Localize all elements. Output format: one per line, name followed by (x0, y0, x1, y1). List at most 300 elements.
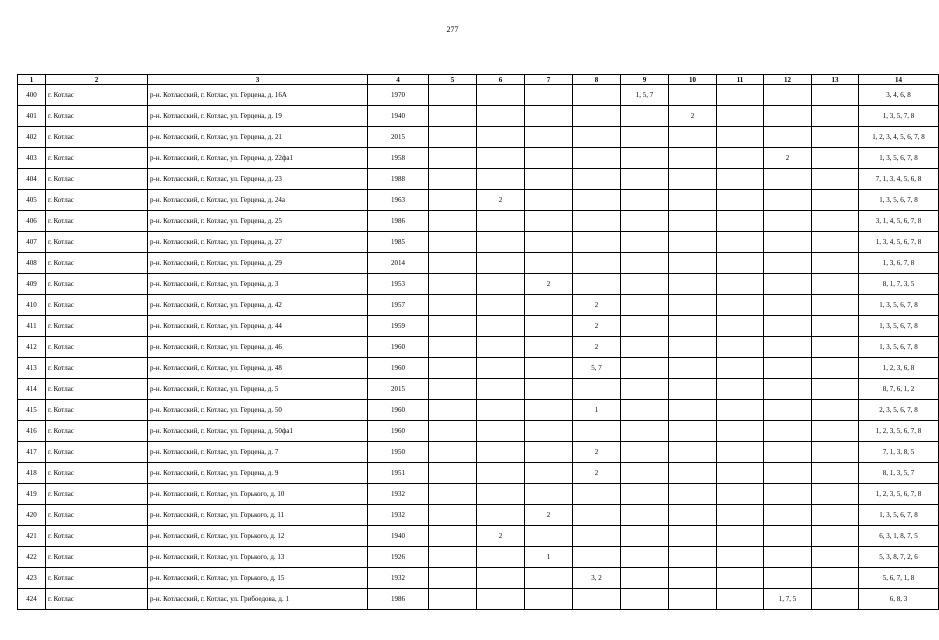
col-14-cell: 6, 8, 3 (859, 589, 939, 610)
col-7-cell (525, 253, 573, 274)
col-5-cell (429, 295, 477, 316)
col-6-cell (477, 421, 525, 442)
col-9-cell (621, 568, 669, 589)
address-cell: р-н. Котласский, г. Котлас, ул. Герцена, д. 50 (148, 400, 368, 421)
col-14-cell: 5, 3, 8, 7, 2, 6 (859, 547, 939, 568)
build-year-cell: 2014 (368, 253, 429, 274)
col-9-cell (621, 316, 669, 337)
col-5-cell (429, 442, 477, 463)
col-5-cell (429, 379, 477, 400)
col-9-cell (621, 190, 669, 211)
col-14-cell: 5, 6, 7, 1, 8 (859, 568, 939, 589)
col-11-cell (717, 547, 764, 568)
col-12-cell (764, 295, 812, 316)
settlement-cell: г. Котлас (46, 379, 148, 400)
col-11-cell (717, 337, 764, 358)
column-header: 10 (669, 75, 717, 85)
col-12-cell: 2 (764, 148, 812, 169)
table-row (18, 316, 939, 337)
row-number-cell: 403 (18, 148, 46, 169)
col-10-cell (669, 589, 717, 610)
col-13-cell (812, 358, 859, 379)
table-row (18, 379, 939, 400)
table-row (18, 526, 939, 547)
col-6-cell (477, 547, 525, 568)
address-cell: р-н. Котласский, г. Котлас, ул. Герцена, д. 9 (148, 463, 368, 484)
col-14-cell: 3, 4, 6, 8 (859, 85, 939, 106)
col-5-cell (429, 127, 477, 148)
row-number-cell: 402 (18, 127, 46, 148)
col-6-cell (477, 127, 525, 148)
row-number-cell: 410 (18, 295, 46, 316)
col-12-cell (764, 106, 812, 127)
col-10-cell (669, 547, 717, 568)
col-14-cell: 1, 3, 5, 6, 7, 8 (859, 295, 939, 316)
column-header: 14 (859, 75, 939, 85)
row-number-cell: 419 (18, 484, 46, 505)
col-5-cell (429, 148, 477, 169)
col-11-cell (717, 148, 764, 169)
col-8-cell (573, 127, 621, 148)
col-8-cell (573, 274, 621, 295)
col-13-cell (812, 316, 859, 337)
column-header: 5 (429, 75, 477, 85)
col-9-cell: 1, 5, 7 (621, 85, 669, 106)
col-9-cell (621, 421, 669, 442)
address-cell: р-н. Котласский, г. Котлас, ул. Герцена, д. 48 (148, 358, 368, 379)
column-header: 12 (764, 75, 812, 85)
col-14-cell: 1, 3, 5, 6, 7, 8 (859, 316, 939, 337)
col-8-cell: 2 (573, 442, 621, 463)
col-10-cell (669, 127, 717, 148)
col-8-cell (573, 484, 621, 505)
row-number-cell: 406 (18, 211, 46, 232)
col-11-cell (717, 442, 764, 463)
col-12-cell (764, 253, 812, 274)
settlement-cell: г. Котлас (46, 148, 148, 169)
address-cell: р-н. Котласский, г. Котлас, ул. Горького, д. 13 (148, 547, 368, 568)
col-10-cell (669, 232, 717, 253)
col-7-cell (525, 421, 573, 442)
col-8-cell (573, 148, 621, 169)
col-11-cell (717, 232, 764, 253)
col-12-cell (764, 274, 812, 295)
col-7-cell (525, 85, 573, 106)
col-10-cell (669, 442, 717, 463)
col-10-cell (669, 358, 717, 379)
col-6-cell (477, 400, 525, 421)
col-14-cell: 3, 1, 4, 5, 6, 7, 8 (859, 211, 939, 232)
col-9-cell (621, 379, 669, 400)
col-11-cell (717, 85, 764, 106)
row-number-cell: 414 (18, 379, 46, 400)
col-5-cell (429, 463, 477, 484)
col-14-cell: 1, 3, 6, 7, 8 (859, 253, 939, 274)
build-year-cell: 2015 (368, 127, 429, 148)
col-9-cell (621, 274, 669, 295)
col-8-cell (573, 85, 621, 106)
col-10-cell (669, 337, 717, 358)
col-11-cell (717, 211, 764, 232)
col-6-cell (477, 505, 525, 526)
table-row (18, 484, 939, 505)
row-number-cell: 418 (18, 463, 46, 484)
col-13-cell (812, 400, 859, 421)
address-cell: р-н. Котласский, г. Котлас, ул. Горького, д. 11 (148, 505, 368, 526)
col-6-cell (477, 232, 525, 253)
col-7-cell (525, 526, 573, 547)
col-12-cell (764, 400, 812, 421)
col-14-cell: 1, 2, 3, 6, 8 (859, 358, 939, 379)
table-row (18, 232, 939, 253)
col-10-cell (669, 190, 717, 211)
row-number-cell: 407 (18, 232, 46, 253)
col-13-cell (812, 589, 859, 610)
column-header: 6 (477, 75, 525, 85)
address-cell: р-н. Котласский, г. Котлас, ул. Герцена, д. 3 (148, 274, 368, 295)
col-14-cell: 1, 3, 4, 5, 6, 7, 8 (859, 232, 939, 253)
col-7-cell (525, 211, 573, 232)
col-8-cell (573, 106, 621, 127)
col-13-cell (812, 127, 859, 148)
column-header: 13 (812, 75, 859, 85)
settlement-cell: г. Котлас (46, 169, 148, 190)
col-8-cell: 2 (573, 463, 621, 484)
col-13-cell (812, 169, 859, 190)
col-9-cell (621, 337, 669, 358)
col-6-cell (477, 169, 525, 190)
settlement-cell: г. Котлас (46, 190, 148, 211)
col-13-cell (812, 421, 859, 442)
col-14-cell: 1, 2, 3, 5, 6, 7, 8 (859, 484, 939, 505)
col-6-cell (477, 85, 525, 106)
col-11-cell (717, 316, 764, 337)
col-12-cell (764, 232, 812, 253)
col-7-cell (525, 169, 573, 190)
col-5-cell (429, 253, 477, 274)
col-14-cell: 1, 3, 5, 6, 7, 8 (859, 505, 939, 526)
col-7-cell: 1 (525, 547, 573, 568)
col-7-cell (525, 316, 573, 337)
settlement-cell: г. Котлас (46, 505, 148, 526)
col-8-cell: 1 (573, 400, 621, 421)
col-5-cell (429, 505, 477, 526)
settlement-cell: г. Котлас (46, 316, 148, 337)
col-10-cell (669, 568, 717, 589)
col-12-cell (764, 190, 812, 211)
col-8-cell: 2 (573, 316, 621, 337)
address-cell: р-н. Котласский, г. Котлас, ул. Герцена, д. 22фа1 (148, 148, 368, 169)
settlement-cell: г. Котлас (46, 337, 148, 358)
row-number-cell: 411 (18, 316, 46, 337)
col-9-cell (621, 358, 669, 379)
col-11-cell (717, 169, 764, 190)
col-6-cell (477, 295, 525, 316)
col-8-cell: 2 (573, 295, 621, 316)
address-cell: р-н. Котласский, г. Котлас, ул. Герцена, д. 29 (148, 253, 368, 274)
settlement-cell: г. Котлас (46, 442, 148, 463)
table-row (18, 253, 939, 274)
col-9-cell (621, 127, 669, 148)
table-row (18, 106, 939, 127)
header-row (18, 75, 939, 85)
col-6-cell: 2 (477, 190, 525, 211)
col-7-cell: 2 (525, 505, 573, 526)
col-9-cell (621, 211, 669, 232)
col-13-cell (812, 211, 859, 232)
col-13-cell (812, 568, 859, 589)
column-header: 3 (148, 75, 368, 85)
build-year-cell: 1963 (368, 190, 429, 211)
col-9-cell (621, 148, 669, 169)
col-8-cell (573, 253, 621, 274)
address-cell: р-н. Котласский, г. Котлас, ул. Горького, д. 15 (148, 568, 368, 589)
col-5-cell (429, 211, 477, 232)
col-9-cell (621, 169, 669, 190)
column-header: 8 (573, 75, 621, 85)
col-6-cell (477, 379, 525, 400)
col-11-cell (717, 463, 764, 484)
col-14-cell: 7, 1, 3, 8, 5 (859, 442, 939, 463)
col-9-cell (621, 463, 669, 484)
column-header: 11 (717, 75, 764, 85)
col-8-cell (573, 169, 621, 190)
col-5-cell (429, 568, 477, 589)
settlement-cell: г. Котлас (46, 463, 148, 484)
col-12-cell (764, 505, 812, 526)
build-year-cell: 1959 (368, 316, 429, 337)
row-number-cell: 424 (18, 589, 46, 610)
col-13-cell (812, 190, 859, 211)
col-9-cell (621, 400, 669, 421)
col-13-cell (812, 85, 859, 106)
col-7-cell (525, 190, 573, 211)
table-row (18, 274, 939, 295)
settlement-cell: г. Котлас (46, 274, 148, 295)
col-13-cell (812, 379, 859, 400)
settlement-cell: г. Котлас (46, 85, 148, 106)
build-year-cell: 1951 (368, 463, 429, 484)
col-9-cell (621, 484, 669, 505)
col-11-cell (717, 295, 764, 316)
address-cell: р-н. Котласский, г. Котлас, ул. Герцена, д. 46 (148, 337, 368, 358)
col-10-cell (669, 421, 717, 442)
col-7-cell (525, 463, 573, 484)
row-number-cell: 415 (18, 400, 46, 421)
col-5-cell (429, 547, 477, 568)
address-cell: р-н. Котласский, г. Котлас, ул. Герцена, д. 5 (148, 379, 368, 400)
col-12-cell (764, 484, 812, 505)
build-year-cell: 2015 (368, 379, 429, 400)
col-12-cell (764, 568, 812, 589)
column-header: 4 (368, 75, 429, 85)
column-header: 7 (525, 75, 573, 85)
col-11-cell (717, 505, 764, 526)
col-12-cell (764, 337, 812, 358)
col-10-cell (669, 295, 717, 316)
col-11-cell (717, 253, 764, 274)
address-cell: р-н. Котласский, г. Котлас, ул. Герцена, д. 44 (148, 316, 368, 337)
settlement-cell: г. Котлас (46, 568, 148, 589)
table-row (18, 127, 939, 148)
col-8-cell (573, 421, 621, 442)
table-row (18, 169, 939, 190)
row-number-cell: 422 (18, 547, 46, 568)
col-14-cell: 2, 3, 5, 6, 7, 8 (859, 400, 939, 421)
address-cell: р-н. Котласский, г. Котлас, ул. Герцена, д. 24а (148, 190, 368, 211)
column-header: 2 (46, 75, 148, 85)
col-14-cell: 1, 3, 5, 6, 7, 8 (859, 190, 939, 211)
settlement-cell: г. Котлас (46, 421, 148, 442)
col-7-cell: 2 (525, 274, 573, 295)
build-year-cell: 1958 (368, 148, 429, 169)
col-11-cell (717, 421, 764, 442)
col-7-cell (525, 295, 573, 316)
address-cell: р-н. Котласский, г. Котлас, ул. Горького, д. 10 (148, 484, 368, 505)
row-number-cell: 421 (18, 526, 46, 547)
col-7-cell (525, 379, 573, 400)
table-row (18, 85, 939, 106)
address-cell: р-н. Котласский, г. Котлас, ул. Герцена, д. 50фа1 (148, 421, 368, 442)
col-11-cell (717, 127, 764, 148)
col-10-cell (669, 379, 717, 400)
col-13-cell (812, 463, 859, 484)
col-10-cell (669, 274, 717, 295)
build-year-cell: 1986 (368, 211, 429, 232)
col-10-cell (669, 463, 717, 484)
address-cell: р-н. Котласский, г. Котлас, ул. Герцена, д. 7 (148, 442, 368, 463)
col-6-cell (477, 442, 525, 463)
col-7-cell (525, 568, 573, 589)
col-11-cell (717, 106, 764, 127)
col-12-cell (764, 211, 812, 232)
col-6-cell (477, 274, 525, 295)
col-10-cell (669, 526, 717, 547)
col-12-cell (764, 526, 812, 547)
col-12-cell (764, 358, 812, 379)
col-5-cell (429, 400, 477, 421)
build-year-cell: 1970 (368, 85, 429, 106)
col-8-cell: 2 (573, 337, 621, 358)
register-table (17, 74, 939, 610)
row-number-cell: 423 (18, 568, 46, 589)
col-7-cell (525, 106, 573, 127)
col-13-cell (812, 295, 859, 316)
col-11-cell (717, 526, 764, 547)
col-8-cell (573, 379, 621, 400)
col-14-cell: 1, 3, 5, 6, 7, 8 (859, 337, 939, 358)
address-cell: р-н. Котласский, г. Котлас, ул. Герцена, д. 19 (148, 106, 368, 127)
col-7-cell (525, 484, 573, 505)
col-10-cell (669, 400, 717, 421)
col-14-cell: 7, 1, 3, 4, 5, 6, 8 (859, 169, 939, 190)
col-10-cell (669, 169, 717, 190)
col-8-cell: 5, 7 (573, 358, 621, 379)
col-7-cell (525, 148, 573, 169)
col-10-cell (669, 484, 717, 505)
col-12-cell: 1, 7, 5 (764, 589, 812, 610)
settlement-cell: г. Котлас (46, 295, 148, 316)
address-cell: р-н. Котласский, г. Котлас, ул. Герцена, д. 25 (148, 211, 368, 232)
table-row (18, 442, 939, 463)
col-9-cell (621, 547, 669, 568)
table-row (18, 358, 939, 379)
address-cell: р-н. Котласский, г. Котлас, ул. Герцена, д. 42 (148, 295, 368, 316)
settlement-cell: г. Котлас (46, 232, 148, 253)
col-5-cell (429, 85, 477, 106)
col-9-cell (621, 505, 669, 526)
col-12-cell (764, 169, 812, 190)
table-row (18, 589, 939, 610)
col-9-cell (621, 295, 669, 316)
settlement-cell: г. Котлас (46, 400, 148, 421)
col-12-cell (764, 316, 812, 337)
row-number-cell: 417 (18, 442, 46, 463)
address-cell: р-н. Котласский, г. Котлас, ул. Герцена, д. 27 (148, 232, 368, 253)
col-12-cell (764, 421, 812, 442)
col-12-cell (764, 547, 812, 568)
col-8-cell (573, 589, 621, 610)
table-row (18, 295, 939, 316)
settlement-cell: г. Котлас (46, 253, 148, 274)
col-8-cell (573, 526, 621, 547)
col-5-cell (429, 358, 477, 379)
col-13-cell (812, 106, 859, 127)
page-number: 277 (446, 25, 459, 34)
col-5-cell (429, 106, 477, 127)
col-13-cell (812, 505, 859, 526)
col-13-cell (812, 547, 859, 568)
col-10-cell (669, 253, 717, 274)
col-14-cell: 8, 1, 3, 5, 7 (859, 463, 939, 484)
settlement-cell: г. Котлас (46, 589, 148, 610)
col-9-cell (621, 253, 669, 274)
col-5-cell (429, 526, 477, 547)
table-row (18, 421, 939, 442)
build-year-cell: 1926 (368, 547, 429, 568)
col-6-cell (477, 211, 525, 232)
col-9-cell (621, 442, 669, 463)
col-9-cell (621, 589, 669, 610)
col-9-cell (621, 526, 669, 547)
col-13-cell (812, 484, 859, 505)
col-7-cell (525, 400, 573, 421)
col-14-cell: 1, 2, 3, 5, 6, 7, 8 (859, 421, 939, 442)
table-row (18, 337, 939, 358)
build-year-cell: 1957 (368, 295, 429, 316)
column-header: 9 (621, 75, 669, 85)
table-row (18, 211, 939, 232)
table-row (18, 547, 939, 568)
col-5-cell (429, 274, 477, 295)
col-5-cell (429, 190, 477, 211)
col-13-cell (812, 442, 859, 463)
col-14-cell: 1, 3, 5, 6, 7, 8 (859, 148, 939, 169)
col-10-cell (669, 148, 717, 169)
col-11-cell (717, 190, 764, 211)
build-year-cell: 1940 (368, 106, 429, 127)
row-number-cell: 400 (18, 85, 46, 106)
col-6-cell (477, 463, 525, 484)
col-11-cell (717, 274, 764, 295)
col-7-cell (525, 442, 573, 463)
table-row (18, 505, 939, 526)
settlement-cell: г. Котлас (46, 358, 148, 379)
address-cell: р-н. Котласский, г. Котлас, ул. Герцена, д. 16А (148, 85, 368, 106)
col-14-cell: 1, 3, 5, 7, 8 (859, 106, 939, 127)
col-13-cell (812, 274, 859, 295)
address-cell: р-н. Котласский, г. Котлас, ул. Герцена, д. 21 (148, 127, 368, 148)
